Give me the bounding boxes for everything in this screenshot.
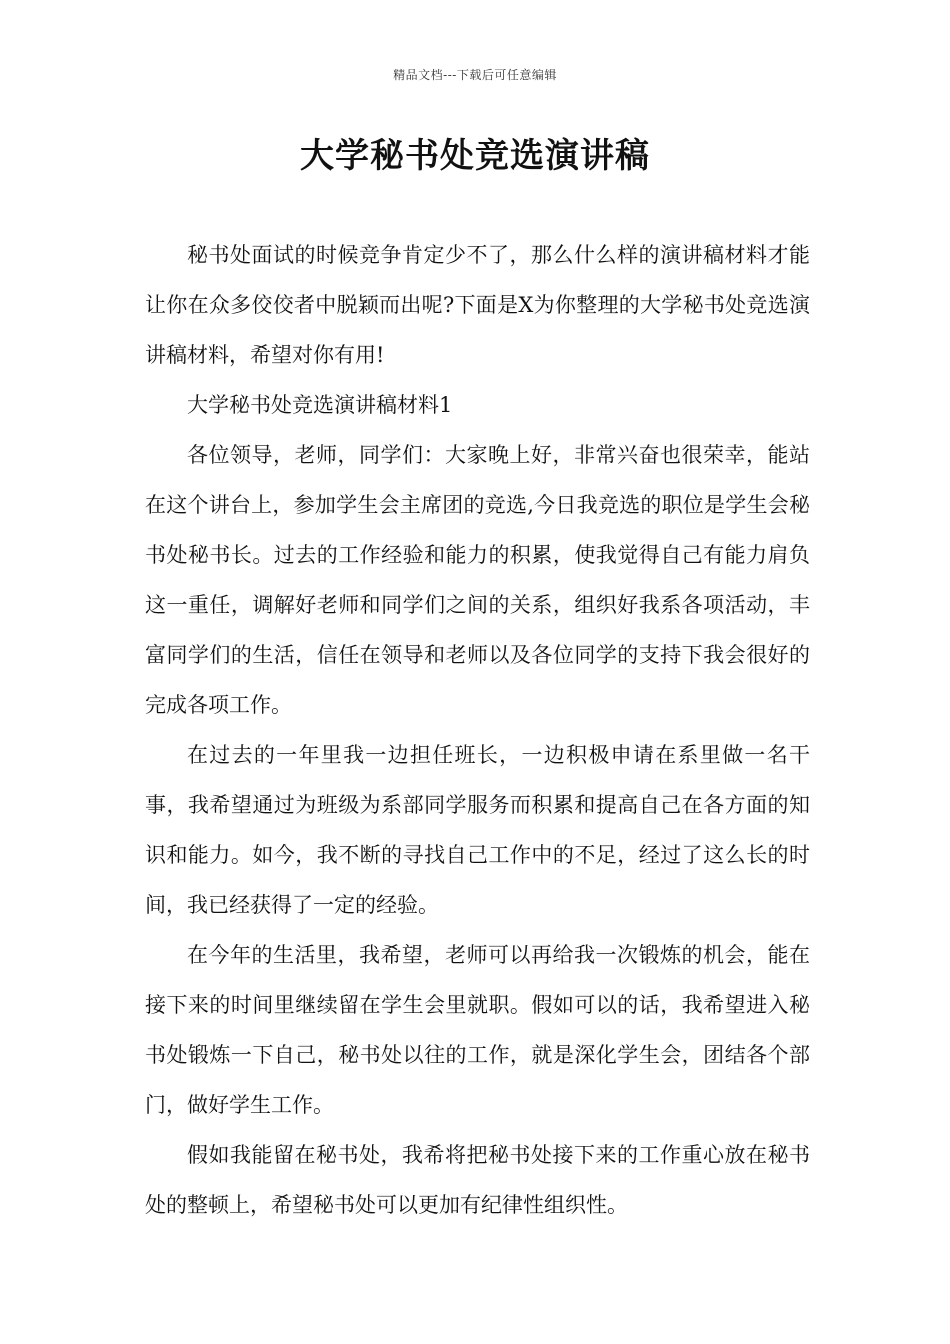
- document-title: 大学秘书处竞选演讲稿: [300, 136, 650, 176]
- paragraph-1: 各位领导，老师，同学们：大家晚上好，非常兴奋也很荣幸，能站在这个讲台上，参加学生会主席团的竞选,今日我竞选的职位是学生会秘书处秘书长。过去的工作经验和能力的积累，使我觉得自己有能力肩负这一重任，调解好老师和同学们之间的关系，组织好我系各项活动，丰富同学们的生活，信任在领导和老师以及各位同学的支持下我会很好的完成各项工作。: [145, 443, 810, 717]
- header-note: 精品文档---下载后可任意编辑: [393, 68, 557, 82]
- paragraph-intro: 秘书处面试的时候竞争肯定少不了，那么什么样的演讲稿材料才能让你在众多佼佼者中脱颖而出呢?下面是X为你整理的大学秘书处竞选演讲稿材料，希望对你有用!: [145, 243, 810, 367]
- section-heading: 大学秘书处竞选演讲稿材料1: [187, 393, 453, 417]
- paragraph-4: 假如我能留在秘书处，我希将把秘书处接下来的工作重心放在秘书处的整顿上，希望秘书处可以更加有纪律性组织性。: [145, 1143, 810, 1217]
- paragraph-2: 在过去的一年里我一边担任班长，一边积极申请在系里做一名干事，我希望通过为班级为系部同学服务而积累和提高自己在各方面的知识和能力。如今，我不断的寻找自己工作中的不足，经过了这么长的时间，我已经获得了一定的经验。: [145, 743, 810, 917]
- paragraph-3: 在今年的生活里，我希望，老师可以再给我一次锻炼的机会，能在接下来的时间里继续留在学生会里就职。假如可以的话，我希望进入秘书处锻炼一下自己，秘书处以往的工作，就是深化学生会，团结各个部门，做好学生工作。: [145, 943, 810, 1117]
- document-body: [145, 230, 810, 1230]
